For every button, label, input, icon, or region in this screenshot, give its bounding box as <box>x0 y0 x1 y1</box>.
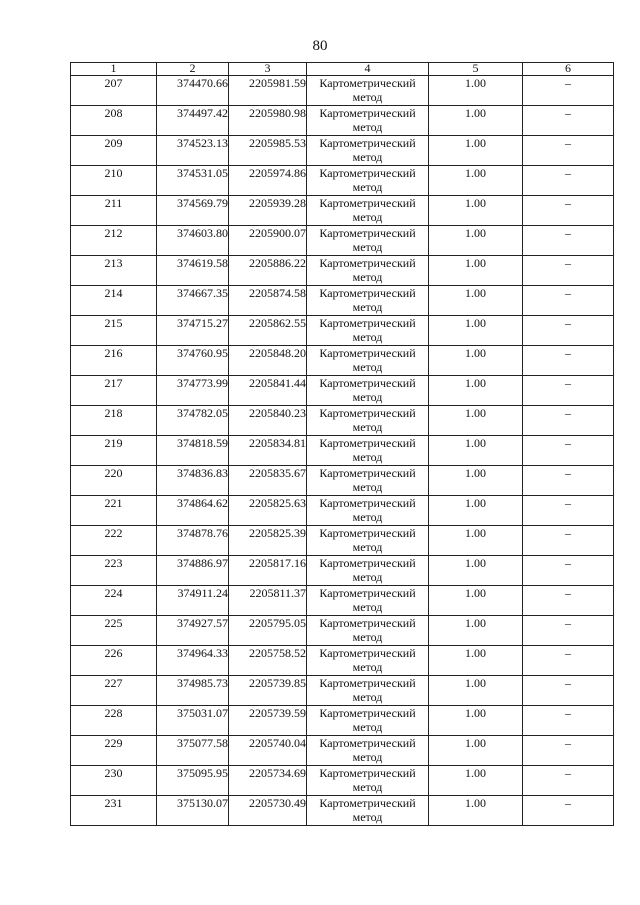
column-header-4: 4 <box>307 63 429 76</box>
note-cell: – <box>523 346 614 376</box>
method-cell: Картометрический метод <box>307 436 429 466</box>
point-number-cell: 215 <box>71 316 157 346</box>
table-row <box>71 466 614 496</box>
error-cell: 1.00 <box>429 676 523 706</box>
error-cell: 1.00 <box>429 286 523 316</box>
note-cell: – <box>523 616 614 646</box>
x-coordinate-cell: 374911.24 <box>157 586 229 616</box>
method-cell: Картометрический метод <box>307 556 429 586</box>
table-row <box>71 196 614 226</box>
y-coordinate-cell: 2205739.59 <box>229 706 307 736</box>
table-row <box>71 76 614 106</box>
note-cell: – <box>523 706 614 736</box>
error-cell: 1.00 <box>429 76 523 106</box>
error-cell: 1.00 <box>429 466 523 496</box>
x-coordinate-cell: 375031.07 <box>157 706 229 736</box>
method-cell: Картометрический метод <box>307 676 429 706</box>
y-coordinate-cell: 2205900.07 <box>229 226 307 256</box>
note-cell: – <box>523 796 614 826</box>
y-coordinate-cell: 2205825.39 <box>229 526 307 556</box>
note-cell: – <box>523 646 614 676</box>
note-cell: – <box>523 76 614 106</box>
method-cell: Картометрический метод <box>307 106 429 136</box>
note-cell: – <box>523 106 614 136</box>
method-cell: Картометрический метод <box>307 406 429 436</box>
point-number-cell: 214 <box>71 286 157 316</box>
point-number-cell: 222 <box>71 526 157 556</box>
y-coordinate-cell: 2205825.63 <box>229 496 307 526</box>
error-cell: 1.00 <box>429 766 523 796</box>
error-cell: 1.00 <box>429 526 523 556</box>
table-row <box>71 436 614 466</box>
method-cell: Картометрический метод <box>307 646 429 676</box>
x-coordinate-cell: 374760.95 <box>157 346 229 376</box>
table-row <box>71 616 614 646</box>
point-number-cell: 211 <box>71 196 157 226</box>
point-number-cell: 229 <box>71 736 157 766</box>
note-cell: – <box>523 586 614 616</box>
table-row <box>71 586 614 616</box>
x-coordinate-cell: 374836.83 <box>157 466 229 496</box>
note-cell: – <box>523 196 614 226</box>
method-cell: Картометрический метод <box>307 706 429 736</box>
table-row <box>71 106 614 136</box>
method-cell: Картометрический метод <box>307 346 429 376</box>
method-cell: Картометрический метод <box>307 136 429 166</box>
point-number-cell: 231 <box>71 796 157 826</box>
y-coordinate-cell: 2205758.52 <box>229 646 307 676</box>
note-cell: – <box>523 286 614 316</box>
y-coordinate-cell: 2205734.69 <box>229 766 307 796</box>
coordinates-table <box>70 62 614 826</box>
table-row <box>71 736 614 766</box>
point-number-cell: 227 <box>71 676 157 706</box>
column-header-3: 3 <box>229 63 307 76</box>
error-cell: 1.00 <box>429 136 523 166</box>
method-cell: Картометрический метод <box>307 586 429 616</box>
x-coordinate-cell: 374523.13 <box>157 136 229 166</box>
y-coordinate-cell: 2205848.20 <box>229 346 307 376</box>
method-cell: Картометрический метод <box>307 76 429 106</box>
y-coordinate-cell: 2205939.28 <box>229 196 307 226</box>
y-coordinate-cell: 2205795.05 <box>229 616 307 646</box>
page-number: 80 <box>312 38 328 54</box>
x-coordinate-cell: 374782.05 <box>157 406 229 436</box>
method-cell: Картометрический метод <box>307 166 429 196</box>
point-number-cell: 218 <box>71 406 157 436</box>
y-coordinate-cell: 2205835.67 <box>229 466 307 496</box>
y-coordinate-cell: 2205974.86 <box>229 166 307 196</box>
point-number-cell: 228 <box>71 706 157 736</box>
y-coordinate-cell: 2205980.98 <box>229 106 307 136</box>
point-number-cell: 230 <box>71 766 157 796</box>
x-coordinate-cell: 374927.57 <box>157 616 229 646</box>
column-header-1: 1 <box>71 63 157 76</box>
y-coordinate-cell: 2205817.16 <box>229 556 307 586</box>
point-number-cell: 210 <box>71 166 157 196</box>
error-cell: 1.00 <box>429 376 523 406</box>
note-cell: – <box>523 436 614 466</box>
x-coordinate-cell: 374864.62 <box>157 496 229 526</box>
x-coordinate-cell: 374619.58 <box>157 256 229 286</box>
method-cell: Картометрический метод <box>307 196 429 226</box>
x-coordinate-cell: 375130.07 <box>157 796 229 826</box>
point-number-cell: 209 <box>71 136 157 166</box>
method-cell: Картометрический метод <box>307 376 429 406</box>
error-cell: 1.00 <box>429 556 523 586</box>
x-coordinate-cell: 374603.80 <box>157 226 229 256</box>
method-cell: Картометрический метод <box>307 526 429 556</box>
y-coordinate-cell: 2205862.55 <box>229 316 307 346</box>
table-row <box>71 676 614 706</box>
note-cell: – <box>523 256 614 286</box>
method-cell: Картометрический метод <box>307 796 429 826</box>
point-number-cell: 216 <box>71 346 157 376</box>
x-coordinate-cell: 374886.97 <box>157 556 229 586</box>
note-cell: – <box>523 166 614 196</box>
table-row <box>71 766 614 796</box>
x-coordinate-cell: 374667.35 <box>157 286 229 316</box>
x-coordinate-cell: 374531.05 <box>157 166 229 196</box>
error-cell: 1.00 <box>429 316 523 346</box>
note-cell: – <box>523 556 614 586</box>
method-cell: Картометрический метод <box>307 616 429 646</box>
error-cell: 1.00 <box>429 646 523 676</box>
note-cell: – <box>523 136 614 166</box>
table-row <box>71 796 614 826</box>
error-cell: 1.00 <box>429 226 523 256</box>
x-coordinate-cell: 374470.66 <box>157 76 229 106</box>
x-coordinate-cell: 375095.95 <box>157 766 229 796</box>
method-cell: Картометрический метод <box>307 226 429 256</box>
y-coordinate-cell: 2205981.59 <box>229 76 307 106</box>
error-cell: 1.00 <box>429 736 523 766</box>
y-coordinate-cell: 2205985.53 <box>229 136 307 166</box>
point-number-cell: 207 <box>71 76 157 106</box>
y-coordinate-cell: 2205840.23 <box>229 406 307 436</box>
method-cell: Картометрический метод <box>307 736 429 766</box>
error-cell: 1.00 <box>429 346 523 376</box>
table-row <box>71 286 614 316</box>
x-coordinate-cell: 375077.58 <box>157 736 229 766</box>
error-cell: 1.00 <box>429 616 523 646</box>
method-cell: Картометрический метод <box>307 496 429 526</box>
method-cell: Картометрический метод <box>307 256 429 286</box>
column-header-6: 6 <box>523 63 614 76</box>
table-row <box>71 376 614 406</box>
table-body <box>71 76 614 826</box>
error-cell: 1.00 <box>429 256 523 286</box>
table-row <box>71 526 614 556</box>
error-cell: 1.00 <box>429 196 523 226</box>
column-header-5: 5 <box>429 63 523 76</box>
error-cell: 1.00 <box>429 796 523 826</box>
point-number-cell: 221 <box>71 496 157 526</box>
note-cell: – <box>523 316 614 346</box>
table-row <box>71 166 614 196</box>
point-number-cell: 217 <box>71 376 157 406</box>
y-coordinate-cell: 2205811.37 <box>229 586 307 616</box>
point-number-cell: 219 <box>71 436 157 466</box>
y-coordinate-cell: 2205730.49 <box>229 796 307 826</box>
table-row <box>71 226 614 256</box>
table-row <box>71 256 614 286</box>
error-cell: 1.00 <box>429 706 523 736</box>
x-coordinate-cell: 374964.33 <box>157 646 229 676</box>
point-number-cell: 223 <box>71 556 157 586</box>
point-number-cell: 225 <box>71 616 157 646</box>
x-coordinate-cell: 374497.42 <box>157 106 229 136</box>
y-coordinate-cell: 2205739.85 <box>229 676 307 706</box>
point-number-cell: 220 <box>71 466 157 496</box>
table-row <box>71 646 614 676</box>
error-cell: 1.00 <box>429 586 523 616</box>
error-cell: 1.00 <box>429 106 523 136</box>
table-header-row <box>71 63 614 76</box>
error-cell: 1.00 <box>429 496 523 526</box>
method-cell: Картометрический метод <box>307 316 429 346</box>
table-row <box>71 706 614 736</box>
y-coordinate-cell: 2205886.22 <box>229 256 307 286</box>
method-cell: Картометрический метод <box>307 766 429 796</box>
table-row <box>71 556 614 586</box>
table-row <box>71 346 614 376</box>
y-coordinate-cell: 2205841.44 <box>229 376 307 406</box>
table-row <box>71 316 614 346</box>
method-cell: Картометрический метод <box>307 466 429 496</box>
point-number-cell: 224 <box>71 586 157 616</box>
column-header-2: 2 <box>157 63 229 76</box>
x-coordinate-cell: 374985.73 <box>157 676 229 706</box>
x-coordinate-cell: 374818.59 <box>157 436 229 466</box>
x-coordinate-cell: 374878.76 <box>157 526 229 556</box>
point-number-cell: 212 <box>71 226 157 256</box>
note-cell: – <box>523 676 614 706</box>
method-cell: Картометрический метод <box>307 286 429 316</box>
error-cell: 1.00 <box>429 436 523 466</box>
y-coordinate-cell: 2205834.81 <box>229 436 307 466</box>
x-coordinate-cell: 374569.79 <box>157 196 229 226</box>
x-coordinate-cell: 374715.27 <box>157 316 229 346</box>
error-cell: 1.00 <box>429 406 523 436</box>
note-cell: – <box>523 406 614 436</box>
note-cell: – <box>523 226 614 256</box>
note-cell: – <box>523 766 614 796</box>
point-number-cell: 226 <box>71 646 157 676</box>
y-coordinate-cell: 2205740.04 <box>229 736 307 766</box>
table-row <box>71 136 614 166</box>
note-cell: – <box>523 526 614 556</box>
note-cell: – <box>523 496 614 526</box>
note-cell: – <box>523 466 614 496</box>
point-number-cell: 208 <box>71 106 157 136</box>
table-row <box>71 496 614 526</box>
table-row <box>71 406 614 436</box>
error-cell: 1.00 <box>429 166 523 196</box>
y-coordinate-cell: 2205874.58 <box>229 286 307 316</box>
x-coordinate-cell: 374773.99 <box>157 376 229 406</box>
point-number-cell: 213 <box>71 256 157 286</box>
note-cell: – <box>523 736 614 766</box>
note-cell: – <box>523 376 614 406</box>
